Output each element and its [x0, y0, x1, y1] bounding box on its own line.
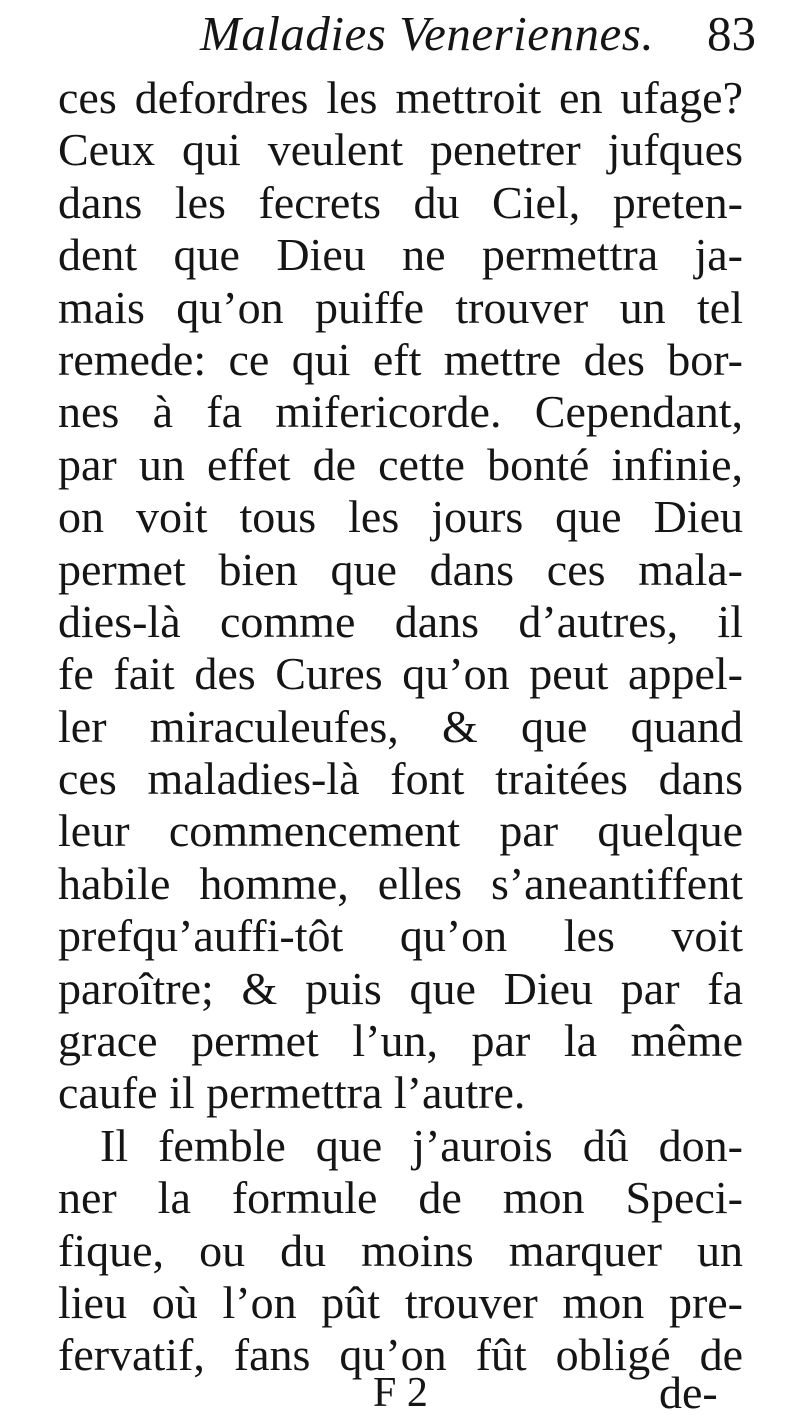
text-line: remede: ce qui eft mettre des bor-	[58, 333, 743, 385]
text-line: dent que Dieu ne permettra ja-	[58, 229, 743, 281]
text-line: mais qu’on puiffe trouver un tel	[58, 281, 743, 333]
text-line: ler miraculeufes, & que quand	[58, 700, 743, 752]
text-line: permet bien que dans ces mala-	[58, 543, 743, 595]
signature-mark: F 2	[373, 1370, 428, 1416]
page-footer	[0, 1367, 800, 1418]
text-line: Il femble que j’aurois dû don-	[100, 1119, 743, 1171]
text-line: nes à fa mifericorde. Cependant,	[58, 386, 743, 438]
running-title: Maladies Veneriennes.	[200, 6, 655, 61]
body-text	[58, 72, 743, 1382]
text-line: lieu où l’on pût trouver mon pre-	[58, 1276, 743, 1328]
text-line: dans les fecrets du Ciel, preten-	[58, 176, 743, 228]
text-line: habile homme, elles s’aneantiffent	[58, 857, 743, 909]
page-number: 83	[707, 6, 756, 61]
text-line: ces defordres les mettroit en ufage?	[58, 72, 743, 123]
text-line: fervatif, fans qu’on fût obligé de	[58, 1329, 743, 1381]
text-line: ces maladies-là font traitées dans	[58, 753, 743, 805]
text-line: prefqu’auffi-tôt qu’on les voit	[58, 910, 743, 962]
text-line: grace permet l’un, par la même	[58, 1015, 743, 1067]
text-line: leur commencement par quelque	[58, 805, 743, 857]
text-line: fique, ou du moins marquer un	[58, 1224, 743, 1276]
text-line: paroître; & puis que Dieu par fa	[58, 962, 743, 1014]
text-line: par un effet de cette bonté infinie,	[58, 438, 743, 490]
text-line: on voit tous les jours que Dieu	[58, 491, 743, 543]
text-line: Ceux qui veulent penetrer jufques	[58, 124, 743, 176]
text-line: fe fait des Cures qu’on peut appel-	[58, 648, 743, 700]
text-line: dies-là comme dans d’autres, il	[58, 595, 743, 647]
text-line: ner la formule de mon Speci-	[58, 1172, 743, 1224]
catchword: de-	[659, 1367, 718, 1418]
text-line: caufe il permettra l’autre.	[58, 1067, 526, 1119]
page-header	[0, 4, 800, 74]
